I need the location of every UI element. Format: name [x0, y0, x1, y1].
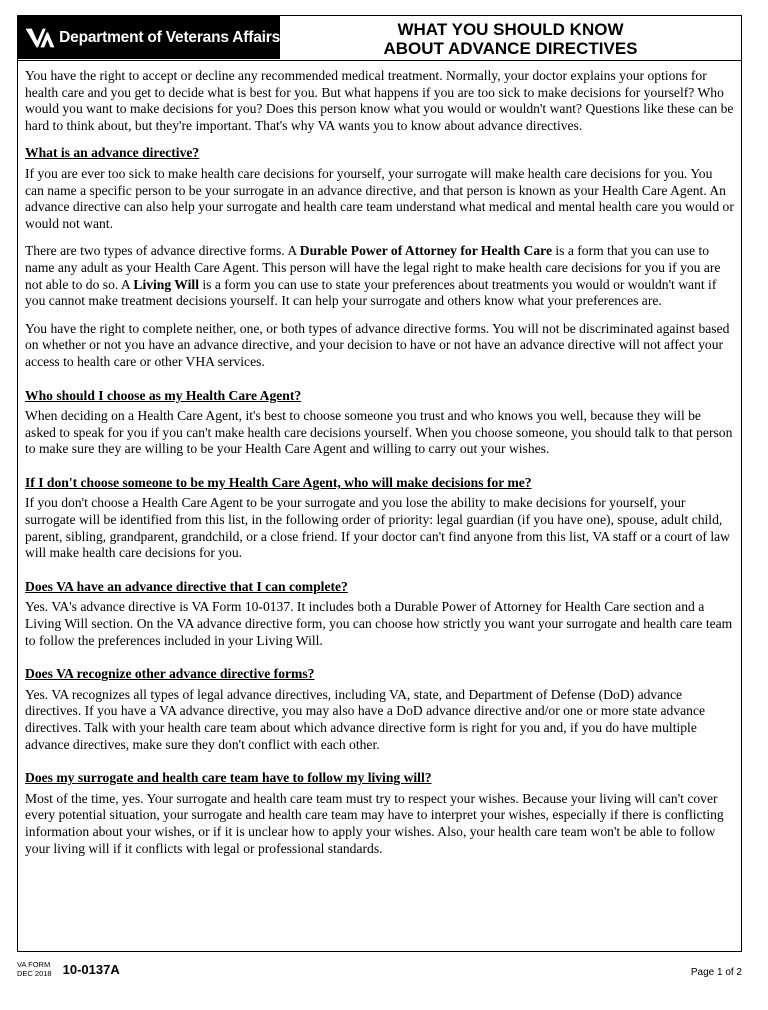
section-heading: Does VA recognize other advance directive forms?	[25, 666, 315, 682]
agency-logo-block	[18, 16, 280, 59]
section-heading: Who should I choose as my Health Care Agent?	[25, 387, 302, 403]
section-paragraph: You have the right to complete neither, one, or both types of advance directive forms. You will not be discriminated against based on whether or not you have an advance directive, and your decision to have or not have an advance directive will not affect your access to health care or other VHA services.	[25, 320, 730, 369]
page-number: Page 1 of 2	[690, 967, 742, 978]
section-heading: Does VA have an advance directive that I can complete?	[25, 578, 348, 594]
document-frame	[17, 15, 742, 952]
text-run: is a form you can use to state your preferences about treatments you would or wouldn't want if you cannot make treatment decisions yourself. It can help your surrogate and others know what your preferences are.	[25, 276, 717, 309]
section-paragraph: Most of the time, yes. Your surrogate and health care team must try to respect your wishes. Because your living will can't cover every potential situation, your surrogate and health care team may have to interpret your wishes, especially if there is conflicting information about your wishes, or if it is unclear how to apply your wishes. Also, your health care team won't be able to follow your living will if it conflicts with legal or professional standards.	[25, 790, 724, 856]
section-paragraph: Yes. VA recognizes all types of legal advance directives, including VA, state, and Department of Defense (DoD) advance directives. If you have a VA advance directive, you may also have a DoD advance directive and/or one or more state advance directives. Talk with your health care team about which advance directive form is right for you and, if you do have multiple advance directives, make sure they don't conflict with each other.	[25, 686, 706, 752]
form-label	[17, 960, 52, 978]
section-paragraph: When deciding on a Health Care Agent, it's best to choose someone you trust and who knows you well, because they will be asked to speak for you if you can't make health care decisions yourself. When you choose someone, you should talk to that person to make sure they are willing to be your Health Care Agent and willing to carry out your wishes.	[25, 408, 733, 457]
section-paragraph: If you don't choose a Health Care Agent to be your surrogate and you lose the ability to make decisions for yourself, your surrogate will be identified from this list, in the following order of priority: legal guardian (if you have one), spouse, adult child, parent, sibling, grandparent, grandchild, or a close friend. If your doctor can't find anyone from this list, VA staff or a court of law will make health care decisions for you.	[25, 495, 730, 561]
document-body	[25, 68, 734, 857]
section-heading: If I don't choose someone to be my Health Care Agent, who will make decisions for me?	[25, 474, 532, 490]
section-heading: What is an advance directive?	[25, 145, 200, 161]
title-line-1: WHAT YOU SHOULD KNOW	[397, 19, 624, 39]
text-run: There are two types of advance directive forms. A	[25, 243, 300, 259]
section-heading: Does my surrogate and health care team have to follow my living will?	[25, 770, 432, 786]
section-paragraph	[25, 243, 734, 309]
intro-paragraph: You have the right to accept or decline any recommended medical treatment. Normally, your doctor explains your options for health care and you get to decide what is best for you. But what happens if you are too sick to make decisions for yourself? Who would you want to make decisions for you? Does this person know what you would or wouldn't want? Questions like these can be hard to think about, but they're important. That's why VA wants you to know about advance directives.	[25, 68, 734, 133]
text-run: is a form that you can use to name any adult as your Health Care Agent. This person will have the legal right to make health care decisions for you if you are not able to do so. A	[25, 243, 721, 292]
document-title	[280, 16, 741, 60]
form-number: 10-0137A	[62, 961, 120, 977]
agency-name: Department of Veterans Affairs	[59, 28, 280, 46]
title-line-2: ABOUT ADVANCE DIRECTIVES	[383, 38, 638, 58]
form-date: DEC 2018	[17, 969, 52, 978]
va-logo-icon	[24, 23, 55, 53]
section-paragraph: Yes. VA's advance directive is VA Form 10-0137. It includes both a Durable Power of Attorney for Health Care section and a Living Will section. On the VA advance directive form, you can choose how strictly you want your surrogate and health care team to follow the preferences included in your Living Will.	[25, 599, 733, 648]
form-identifier	[17, 960, 120, 978]
bold-term: Durable Power of Attorney for Health Care	[299, 243, 552, 259]
document-header	[18, 16, 741, 61]
form-label-line: VA FORM	[17, 960, 51, 969]
section-paragraph: If you are ever too sick to make health care decisions for yourself, your surrogate will make health care decisions for you. You can name a specific person to be your surrogate in an advance directive, and that person is known as your Health Care Agent. An advance directive can also help your surrogate and health care team understand what medical and mental health care you would or would not want.	[25, 165, 734, 231]
bold-term: Living Will	[133, 276, 199, 292]
